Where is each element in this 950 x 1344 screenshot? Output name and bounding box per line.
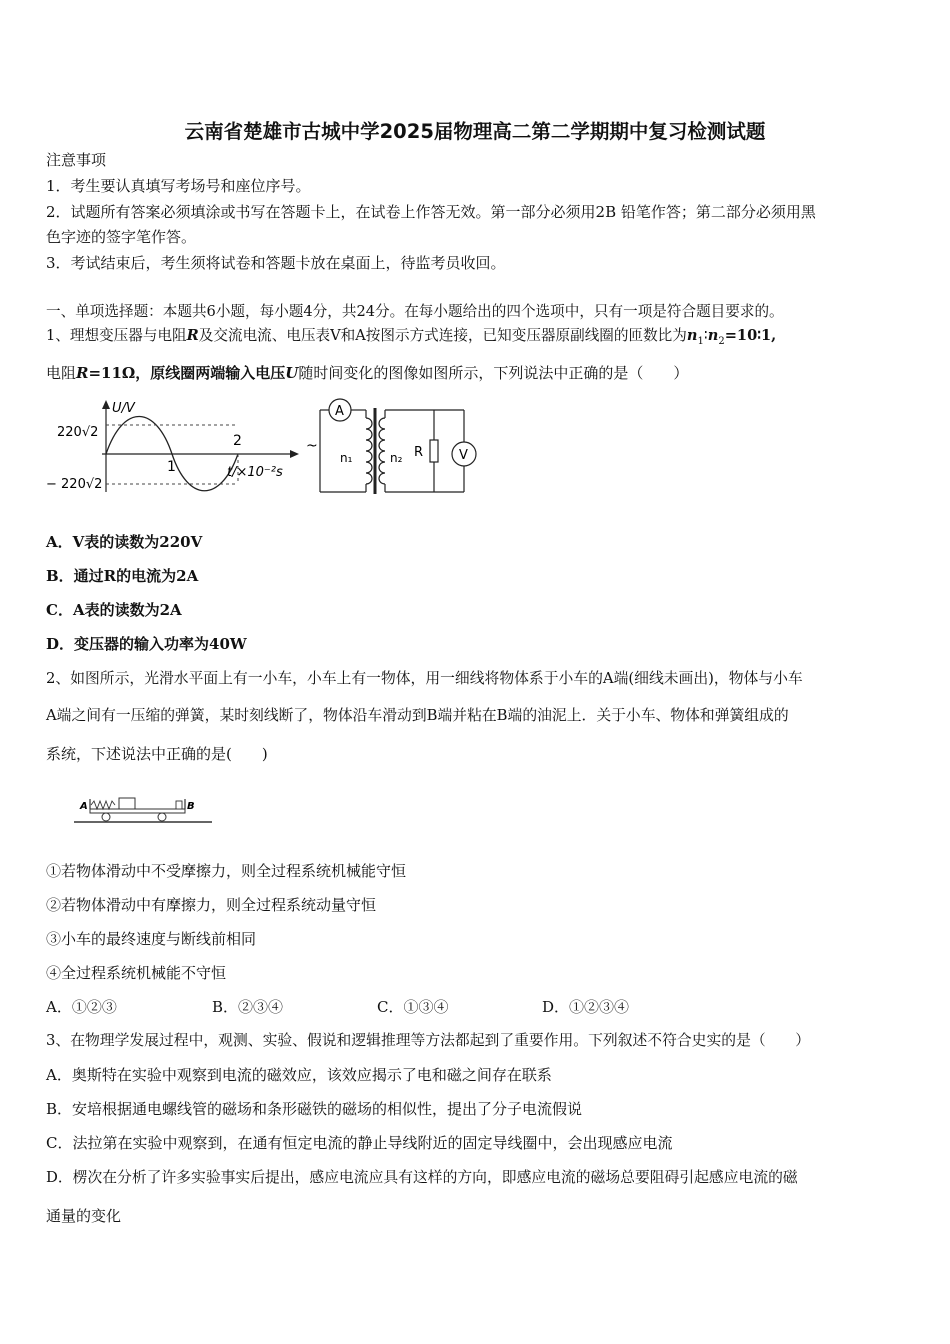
label-b: B [187,801,195,812]
q2-stem-line2: A端之间有一压缩的弹簧，某时刻线断了，物体沿车滑动到B端并粘在B端的油泥上．关于小车、物体和弹簧组成的 [46,707,789,724]
q2-option-a: A．①②③ [46,998,117,1016]
q1-option-a: A．V表的读数为220V [46,533,203,551]
q1-text: 电阻 [46,364,77,382]
label-a: A [80,801,88,812]
q3-option-d-cont: 通量的变化 [46,1207,122,1225]
q3-option-a: A．奥斯特在实验中观察到电流的磁效应，该效应揭示了电和磁之间存在联系 [46,1066,552,1084]
y-tick-bottom: − 220√2 [46,477,103,492]
q2-option-c: C．①③④ [377,998,449,1016]
q2-statement-1: ①若物体滑动中不受摩擦力，则全过程系统机械能守恒 [46,862,407,880]
y-arrow-icon [102,400,110,409]
secondary-coil-icon [379,418,385,484]
q1-colon: ∶ [703,327,708,344]
q2-statement-2: ②若物体滑动中有摩擦力，则全过程系统动量守恒 [46,896,377,914]
resistor-label: R [414,445,424,460]
q1-ratio: =10∶1, [724,327,777,344]
cart-figure [70,790,215,828]
x-arrow-icon [290,450,299,458]
block-icon [119,798,135,809]
notice-heading: 注意事项 [46,151,107,169]
q1-text: =11Ω，原线圈两端输入电压 [88,364,286,382]
q1-var-n2: n [707,327,719,344]
x-axis-label: t/×10⁻²s [227,465,283,480]
q3-option-b: B．安培根据通电螺线管的磁场和条形磁铁的磁场的相似性，提出了分子电流假说 [46,1100,583,1118]
y-tick-top: 220√2 [57,425,99,440]
q2-option-d: D．①②③④ [542,998,630,1016]
wheel-icon [102,813,110,821]
q1-stem-line2 [46,364,688,382]
q1-option-b: B．通过R的电流为2A [46,567,199,585]
page-title: 云南省楚雄市古城中学2025届物理高二第二学期期中复习检测试题 [184,120,766,143]
q2-option-b: B．②③④ [212,998,284,1016]
ammeter-label: A [335,404,344,419]
primary-coil-icon [366,418,372,484]
voltage-time-graph [44,396,304,500]
q1-var-R: R [186,327,199,344]
voltmeter-label: V [459,448,468,463]
q2-stem-line3: 系统，下述说法中正确的是( ) [46,745,268,763]
notice-item: 1．考生要认真填写考场号和座位序号。 [46,177,311,195]
x-tick-2: 2 [233,433,242,449]
secondary-label: n₂ [390,451,403,465]
q1-sub: 2 [718,335,725,347]
q1-sub: 1 [697,335,704,347]
resistor-icon [430,440,438,462]
y-axis-label: U/V [112,401,135,416]
q1-text: 1、理想变压器与电阻 [46,327,187,344]
q1-text: 及交流电流、电压表V和A按图示方式连接，已知变压器原副线圈的匝数比为 [198,327,687,344]
notice-item: 3．考试结束后，考生须将试卷和答题卡放在桌面上，待监考员收回。 [46,254,506,272]
q1-option-d: D．变压器的输入功率为40W [46,635,247,653]
q3-option-d: D．楞次在分析了许多实验事实后提出，感应电流应具有这样的方向，即感应电流的磁场总要阻碍引起感应电流的磁 [46,1169,798,1186]
section-heading: 一、单项选择题：本题共6小题，每小题4分，共24分。在每小题给出的四个选项中，只有一项是符合题目要求的。 [46,303,784,320]
q1-var-R: R [76,364,89,382]
q1-text: 随时间变化的图像如图所示，下列说法中正确的是（ ） [298,364,689,382]
notice-item: 色字迹的签字笔作答。 [46,228,197,246]
q2-stem-line1: 2、如图所示，光滑水平面上有一小车，小车上有一物体，用一细线将物体系于小车的A端(细线未画出)，物体与小车 [46,670,803,687]
q1-var-n1: n [686,327,698,344]
q2-statement-4: ④全过程系统机械能不守恒 [46,964,227,982]
ac-source-icon: ~ [306,438,318,454]
spring-icon [91,801,115,809]
q2-statement-3: ③小车的最终速度与断线前相同 [46,930,257,948]
q3-stem: 3、在物理学发展过程中，观测、实验、假说和逻辑推理等方法都起到了重要作用。下列叙述不符合史实的是（ ） [46,1032,811,1049]
wheel-icon [158,813,166,821]
q1-option-c: C．A表的读数为2A [46,601,182,619]
q1-var-U: U [285,364,299,382]
x-tick-1: 1 [167,459,176,475]
q1-stem-line1 [46,327,776,351]
q3-option-c: C．法拉第在实验中观察到，在通有恒定电流的静止导线附近的固定导线圈中，会出现感应电流 [46,1134,673,1152]
notice-item: 2．试题所有答案必须填涂或书写在答题卡上，在试卷上作答无效。第一部分必须用2B 铅笔作答；第二部分必须用黑 [46,203,816,221]
transformer-circuit [306,396,486,498]
putty-icon [176,801,182,809]
primary-label: n₁ [340,451,353,465]
cart-body [90,809,185,813]
